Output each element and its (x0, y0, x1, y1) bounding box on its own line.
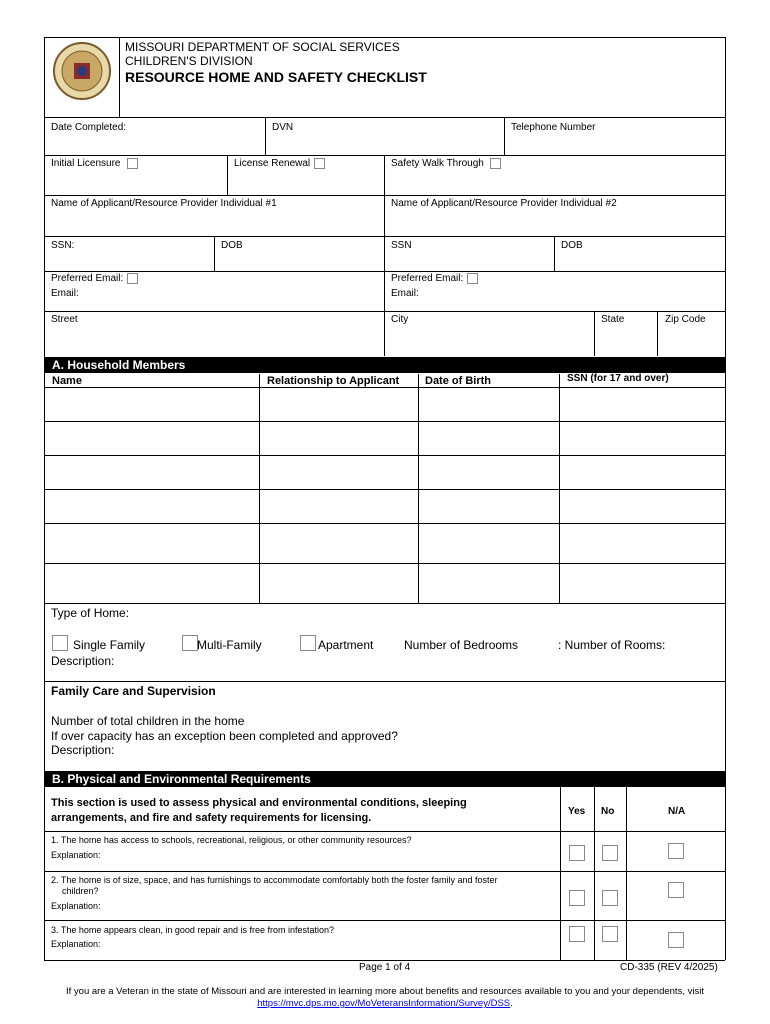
home-description-field[interactable]: Description: (51, 654, 115, 668)
preferred-email2-checkbox[interactable] (467, 273, 478, 284)
veteran-notice (0, 986, 770, 1010)
zip-field[interactable]: Zip Code (665, 314, 706, 325)
page-number: Page 1 of 4 (359, 962, 411, 973)
apartment-label: Apartment (318, 638, 374, 652)
item3-question: 3. The home appears clean, in good repair and is free from infestation? (51, 925, 335, 935)
email1-field[interactable]: Email: (51, 288, 79, 299)
dob1-field[interactable]: DOB (221, 240, 243, 251)
total-children-field[interactable]: Number of total children in the home (51, 714, 245, 728)
col-no: No (601, 806, 615, 817)
section-b-intro-line1: This section is used to assess physical and environmental conditions, sleeping (51, 797, 467, 809)
section-b-header: B. Physical and Environmental Requirements (44, 771, 726, 787)
state-field[interactable]: State (601, 314, 625, 325)
item2-no-checkbox[interactable] (602, 890, 618, 906)
table-row[interactable] (45, 388, 725, 421)
section-b-intro-line2: arrangements, and fire and safety requirements for licensing. (51, 812, 372, 824)
section-a-header: A. Household Members (44, 357, 726, 373)
ssn1-field[interactable]: SSN: (51, 240, 75, 251)
safety-walk-label: Safety Walk Through (391, 158, 484, 169)
applicant2-field[interactable]: Name of Applicant/Resource Provider Individual #2 (391, 198, 617, 209)
dob2-field[interactable]: DOB (561, 240, 583, 251)
item3-yes-checkbox[interactable] (569, 926, 585, 942)
family-description-field[interactable]: Description: (51, 743, 115, 757)
state-seal (52, 41, 112, 101)
preferred-email1-checkbox[interactable] (127, 273, 138, 284)
veteran-text: If you are a Veteran in the state of Missouri and are interested in learning more about benefits and resources available to you and your dependents, visit (66, 986, 704, 997)
license-renewal-label: License Renewal (234, 158, 311, 169)
single-family-checkbox[interactable] (52, 635, 68, 651)
col-yes: Yes (568, 806, 586, 817)
street-field[interactable]: Street (51, 314, 78, 325)
item1-explanation[interactable]: Explanation: (51, 850, 101, 860)
multi-family-checkbox[interactable] (182, 635, 198, 651)
division-name: CHILDREN'S DIVISION (125, 54, 253, 68)
initial-licensure-label: Initial Licensure (51, 158, 121, 169)
type-of-home-label: Type of Home: (51, 606, 130, 620)
item2-question: 2. The home is of size, space, and has furnishings to accommodate comfortably both the foster family and foster (51, 875, 498, 885)
license-renewal-checkbox[interactable] (314, 158, 325, 169)
item2-na-checkbox[interactable] (668, 882, 684, 898)
form-number: CD-335 (REV 4/2025) (620, 962, 718, 973)
item2-explanation[interactable]: Explanation: (51, 901, 101, 911)
col-na: N/A (668, 806, 686, 817)
item1-question: 1. The home has access to schools, recreational, religious, or other community resources? (51, 835, 412, 845)
preferred-email2-label: Preferred Email: (391, 273, 464, 284)
table-row[interactable] (45, 524, 725, 563)
safety-walk-checkbox[interactable] (490, 158, 501, 169)
table-row[interactable] (45, 490, 725, 523)
item2-yes-checkbox[interactable] (569, 890, 585, 906)
item1-no-checkbox[interactable] (602, 845, 618, 861)
item2-question-cont: children? (62, 886, 99, 896)
table-row[interactable] (45, 564, 725, 603)
bedrooms-field[interactable]: Number of Bedrooms (404, 638, 519, 652)
apartment-checkbox[interactable] (300, 635, 316, 651)
dept-name: MISSOURI DEPARTMENT OF SOCIAL SERVICES (125, 40, 400, 54)
table-row[interactable] (45, 422, 725, 455)
table-row[interactable] (45, 456, 725, 489)
item3-na-checkbox[interactable] (668, 932, 684, 948)
single-family-label: Single Family (73, 638, 146, 652)
ssn2-field[interactable]: SSN (391, 240, 412, 251)
veteran-link-period: . (510, 998, 513, 1009)
veteran-survey-link[interactable]: https://mvc.dps.mo.gov/MoVeteransInformation/Survey/DSS (257, 998, 511, 1009)
family-care-title: Family Care and Supervision (51, 684, 216, 698)
item3-no-checkbox[interactable] (602, 926, 618, 942)
col-dob: Date of Birth (425, 375, 491, 387)
telephone-field[interactable]: Telephone Number (511, 122, 596, 133)
dvn-field[interactable]: DVN (272, 122, 294, 133)
rooms-field[interactable]: : Number of Rooms: (558, 638, 666, 652)
item3-explanation[interactable]: Explanation: (51, 939, 101, 949)
item1-na-checkbox[interactable] (668, 843, 684, 859)
preferred-email1-label: Preferred Email: (51, 273, 124, 284)
multi-family-label: Multi-Family (197, 638, 262, 652)
page-title: RESOURCE HOME AND SAFETY CHECKLIST (125, 69, 427, 85)
col-name: Name (52, 375, 82, 387)
col-ssn: SSN (for 17 and over) (567, 373, 669, 384)
initial-licensure-checkbox[interactable] (127, 158, 138, 169)
item1-yes-checkbox[interactable] (569, 845, 585, 861)
email2-field[interactable]: Email: (391, 288, 419, 299)
over-capacity-field[interactable]: If over capacity has an exception been completed and approved? (51, 729, 398, 743)
city-field[interactable]: City (391, 314, 409, 325)
col-relationship: Relationship to Applicant (267, 375, 400, 387)
applicant1-field[interactable]: Name of Applicant/Resource Provider Individual #1 (51, 198, 277, 209)
date-completed-field[interactable]: Date Completed: (51, 122, 127, 133)
